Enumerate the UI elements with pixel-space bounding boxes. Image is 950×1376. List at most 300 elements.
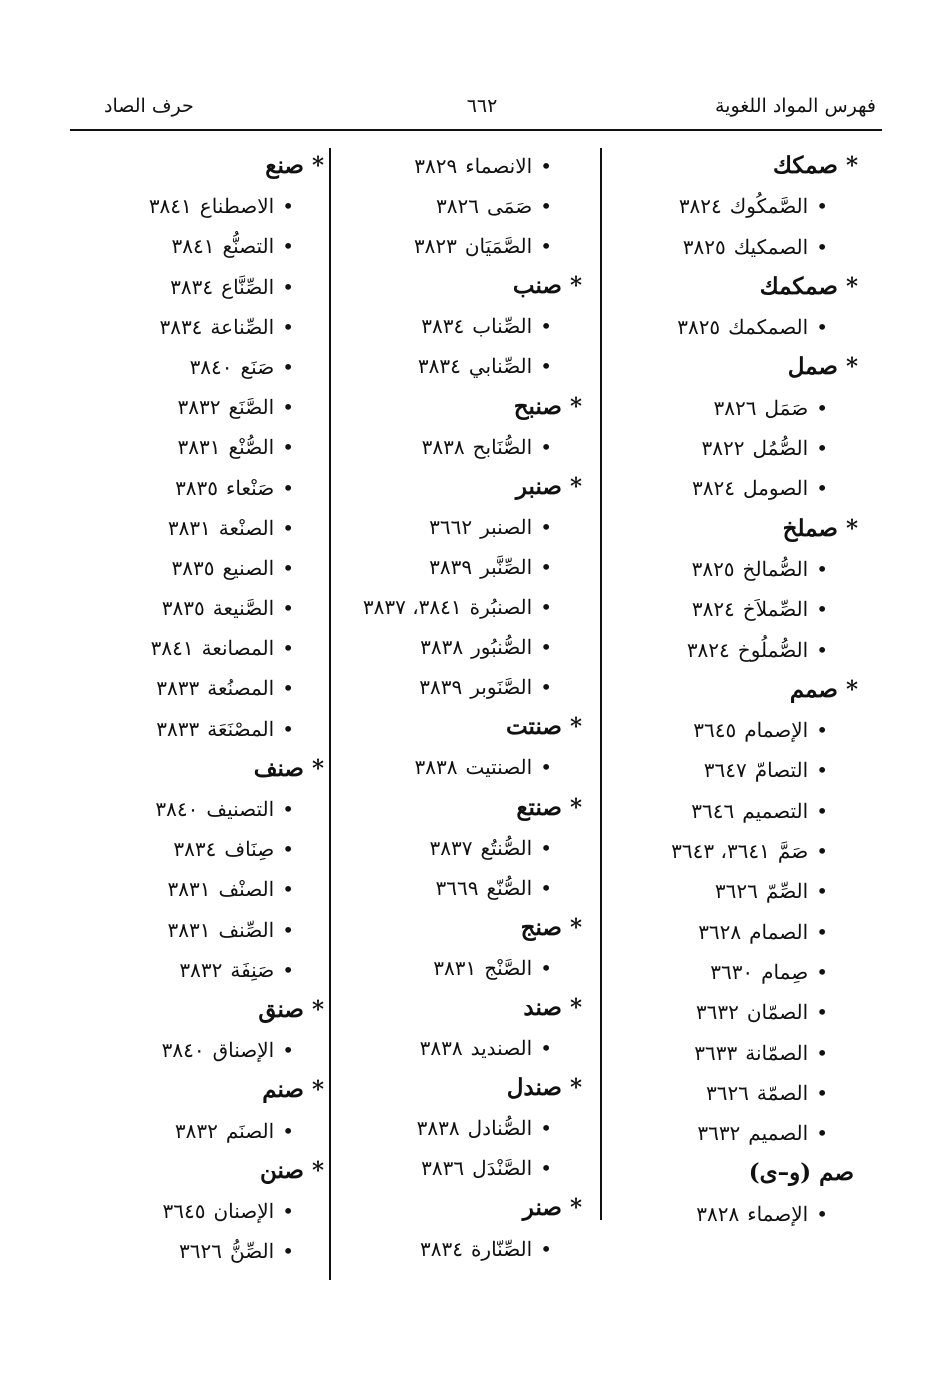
bullet-icon: • xyxy=(282,636,294,661)
index-entry xyxy=(598,1113,860,1153)
entry-word: الصمّانة xyxy=(745,1040,809,1065)
index-column-middle xyxy=(336,146,584,1269)
bullet-icon: • xyxy=(282,1038,294,1063)
entry-word: الصمكمك xyxy=(728,315,809,340)
column-divider-left xyxy=(329,148,331,1280)
bullet-icon: • xyxy=(282,234,294,259)
bullet-icon: • xyxy=(540,875,552,900)
entry-word: المصْنَعَة xyxy=(207,716,275,741)
entry-word: صَنَع xyxy=(240,354,275,379)
index-entry xyxy=(598,1194,860,1234)
entry-word: الصَّمَيَان xyxy=(464,234,533,259)
root-heading xyxy=(336,788,584,828)
bullet-icon: • xyxy=(816,718,828,743)
entry-references: ٣٨٣٩ xyxy=(429,554,473,579)
index-entry xyxy=(336,627,584,667)
index-entry xyxy=(598,1033,860,1073)
entry-references: ٣٨٣٤ xyxy=(419,1236,463,1261)
entry-word: الإصمام xyxy=(744,718,809,743)
entry-references: ٣٨٢٦ xyxy=(436,194,479,219)
asterisk-marker: * xyxy=(569,993,582,1021)
bullet-icon: • xyxy=(816,637,828,662)
root-heading xyxy=(70,1070,326,1110)
entry-references: ٣٦٤٧ xyxy=(703,758,747,783)
entry-references: ٣٨٣٤ xyxy=(173,837,217,862)
index-entry xyxy=(336,868,584,908)
entry-word: الإصناق xyxy=(212,1038,275,1063)
entry-word: الصنبر xyxy=(480,514,533,539)
index-entry xyxy=(70,186,326,226)
bullet-icon: • xyxy=(282,596,294,621)
index-entry xyxy=(336,667,584,707)
bullet-icon: • xyxy=(540,1116,552,1141)
entry-word: الصِّمّ xyxy=(765,879,809,904)
index-entry xyxy=(70,950,326,990)
asterisk-marker: * xyxy=(311,1076,324,1104)
root-heading xyxy=(336,467,584,507)
root-heading-text: صنب xyxy=(512,272,562,300)
entry-references: ٣٨٤٠ xyxy=(189,354,233,379)
bullet-icon: • xyxy=(540,314,552,339)
root-subheading xyxy=(598,1153,860,1193)
index-entry xyxy=(70,1030,326,1070)
entry-references: ٣٦٤٥ xyxy=(162,1198,206,1223)
entry-word: الصُّنتُع xyxy=(480,835,533,860)
index-entry xyxy=(70,1111,326,1151)
entry-word: الصميم xyxy=(748,1121,809,1146)
bullet-icon: • xyxy=(816,1080,828,1105)
root-heading-text: صنبر xyxy=(515,472,562,500)
index-entry xyxy=(70,588,326,628)
index-entry xyxy=(336,507,584,547)
root-heading-text: صمكمك xyxy=(759,272,838,300)
bullet-icon: • xyxy=(540,194,552,219)
entry-word: صَمَل xyxy=(764,395,809,420)
entry-references: ٣٨٣٤ xyxy=(170,274,214,299)
root-heading xyxy=(336,1188,584,1228)
entry-references: ٣٨٣٨ xyxy=(416,1116,460,1141)
entry-references: ٣٨٣٣ xyxy=(156,716,200,741)
entry-references: ٣٨٣١ xyxy=(177,435,221,460)
index-entry xyxy=(598,791,860,831)
entry-word: الصُّمُل xyxy=(752,436,809,461)
entry-references: ٣٨٣٨ xyxy=(420,635,464,660)
bullet-icon: • xyxy=(816,234,828,259)
index-entry xyxy=(598,912,860,952)
entry-word: الصُّمالخ xyxy=(742,556,809,581)
entry-word: الصَّنْج xyxy=(484,955,533,980)
root-heading-text: صندل xyxy=(506,1074,562,1102)
root-heading xyxy=(336,266,584,306)
index-entry xyxy=(70,347,326,387)
entry-references: ٣٨٤١، ٣٨٣٧ xyxy=(362,595,462,620)
bullet-icon: • xyxy=(540,234,552,259)
index-entry xyxy=(70,789,326,829)
entry-word: الانصماء xyxy=(465,154,533,178)
asterisk-marker: * xyxy=(569,472,582,500)
index-title: فهرس المواد اللغوية xyxy=(714,95,876,117)
entry-references: ٣٨٣٤ xyxy=(417,354,461,379)
entry-word: الصنيع xyxy=(222,555,275,580)
bullet-icon: • xyxy=(816,1121,828,1146)
index-entry xyxy=(598,871,860,911)
bullet-icon: • xyxy=(282,1118,294,1143)
section-title: حرف الصاد xyxy=(104,95,194,117)
root-heading-text: صنج xyxy=(520,913,562,941)
entry-references: ٣٨٢٤ xyxy=(691,597,735,622)
entry-references: ٣٨٤١ xyxy=(148,194,192,219)
entry-references: ٣٨٢٣ xyxy=(413,234,457,259)
bullet-icon: • xyxy=(816,1000,828,1025)
index-entry xyxy=(336,186,584,226)
entry-word: الصَّمكُوك xyxy=(729,194,809,219)
entry-references: ٣٨٤١ xyxy=(171,234,215,259)
entry-references: ٣٨٣٨ xyxy=(414,755,458,780)
index-entry xyxy=(598,388,860,428)
entry-word: الصنديد xyxy=(470,1036,533,1061)
entry-references: ٣٨٣٤ xyxy=(159,314,203,339)
root-heading-text: صنع xyxy=(265,152,304,179)
entry-references: ٣٦٢٦ xyxy=(705,1080,749,1105)
bullet-icon: • xyxy=(816,1201,828,1226)
entry-word: صَنِفَة xyxy=(230,957,275,982)
entry-word: الصُّنّع xyxy=(486,875,533,900)
entry-word: المصانعة xyxy=(201,636,275,661)
entry-references: ٣٦٣٣ xyxy=(694,1040,738,1065)
root-heading-text: صملخ xyxy=(782,514,838,542)
entry-references: ٣٦٦٩ xyxy=(435,875,479,900)
index-entry xyxy=(336,547,584,587)
index-entry xyxy=(598,307,860,347)
root-heading-text: صنف xyxy=(253,754,304,782)
bullet-icon: • xyxy=(282,475,294,500)
asterisk-marker: * xyxy=(845,514,858,542)
asterisk-marker: * xyxy=(311,754,324,782)
root-heading xyxy=(70,749,326,789)
entry-references: ٣٨٢٤ xyxy=(692,476,736,501)
index-entry xyxy=(70,829,326,869)
bullet-icon: • xyxy=(540,955,552,980)
entry-word: الاصطناع xyxy=(199,194,275,219)
entry-word: الصَّنْدَل xyxy=(472,1156,533,1181)
index-entry xyxy=(598,750,860,790)
bullet-icon: • xyxy=(816,839,828,864)
entry-word: الصَّنَع xyxy=(228,395,275,420)
entry-references: ٣٨٣٥ xyxy=(175,475,219,500)
root-subheading-text: صم (و–ى) xyxy=(748,1159,854,1187)
root-heading-text: صنر xyxy=(522,1194,562,1222)
index-entry xyxy=(598,952,860,992)
bullet-icon: • xyxy=(540,354,552,379)
root-heading xyxy=(598,347,860,387)
entry-word: الصُّنْع xyxy=(228,435,275,460)
entry-references: ٣٦٢٨ xyxy=(698,919,742,944)
asterisk-marker: * xyxy=(569,913,582,941)
index-entry xyxy=(70,427,326,467)
entry-word: الصُّنادل xyxy=(467,1116,533,1141)
asterisk-marker: * xyxy=(311,152,324,179)
bullet-icon: • xyxy=(816,315,828,340)
bullet-icon: • xyxy=(816,395,828,420)
index-entry xyxy=(70,548,326,588)
entry-word: الصِّنَّاع xyxy=(221,274,275,299)
entry-word: صَنْعاء xyxy=(226,475,275,500)
bullet-icon: • xyxy=(816,476,828,501)
root-heading-text: صمكك xyxy=(773,152,838,179)
entry-references: ٣٨٣٣ xyxy=(156,676,200,701)
bullet-icon: • xyxy=(282,676,294,701)
index-entry xyxy=(70,226,326,266)
bullet-icon: • xyxy=(540,434,552,459)
entry-word: الصُّنَابح xyxy=(472,434,533,459)
entry-word: الصَّنَوبر xyxy=(470,675,533,700)
index-entry xyxy=(70,910,326,950)
entry-references: ٣٨٢٦ xyxy=(713,395,757,420)
entry-references: ٣٦٤٥ xyxy=(693,718,737,743)
index-entry xyxy=(336,1028,584,1068)
index-column-left xyxy=(70,146,326,1271)
entry-references: ٣٨٣٨ xyxy=(421,434,465,459)
entry-references: ٣٨٢٨ xyxy=(696,1201,740,1226)
index-entry xyxy=(70,709,326,749)
entry-references: ٣٦٤٦ xyxy=(691,798,735,823)
index-entry xyxy=(598,1073,860,1113)
entry-references: ٣٨٣٩ xyxy=(419,675,463,700)
index-entry xyxy=(336,427,584,467)
entry-word: الصمام xyxy=(749,919,809,944)
entry-word: الصنَم xyxy=(225,1118,275,1143)
root-heading-text: صنتت xyxy=(505,713,562,741)
entry-references: ٣٨٢٥ xyxy=(682,234,726,259)
bullet-icon: • xyxy=(816,959,828,984)
index-entry xyxy=(70,668,326,708)
bullet-icon: • xyxy=(540,1036,552,1061)
entry-word: الإصنان xyxy=(213,1198,275,1223)
bullet-icon: • xyxy=(282,314,294,339)
bullet-icon: • xyxy=(816,919,828,944)
asterisk-marker: * xyxy=(569,392,582,420)
bullet-icon: • xyxy=(540,595,552,620)
asterisk-marker: * xyxy=(845,272,858,300)
index-entry xyxy=(70,628,326,668)
bullet-icon: • xyxy=(282,435,294,460)
entry-references: ٣٨٢٤ xyxy=(686,637,730,662)
index-entry xyxy=(70,508,326,548)
entry-references: ٣٨٣٥ xyxy=(171,555,215,580)
index-entry xyxy=(336,747,584,787)
entry-references: ٣٨٣١ xyxy=(167,917,211,942)
entry-word: الإصماء xyxy=(747,1201,809,1226)
entry-word: المصنُعة xyxy=(207,676,275,701)
entry-references: ٣٨٣١ xyxy=(167,877,211,902)
index-entry xyxy=(598,428,860,468)
bullet-icon: • xyxy=(282,837,294,862)
entry-references: ٣٨٣٦ xyxy=(421,1156,465,1181)
bullet-icon: • xyxy=(816,1040,828,1065)
index-entry xyxy=(598,468,860,508)
entry-word: صِمام xyxy=(761,959,809,984)
root-heading xyxy=(598,267,860,307)
entry-word: التصنُّع xyxy=(222,234,275,259)
root-heading xyxy=(70,1151,326,1191)
entry-word: الصُّملُوخ xyxy=(737,637,809,662)
entry-references: ٣٨٣٨ xyxy=(419,1036,463,1061)
entry-word: صِنَاف xyxy=(224,837,275,862)
index-entry xyxy=(598,630,860,670)
root-heading xyxy=(336,707,584,747)
entry-references: ٣٨٤٠ xyxy=(161,1038,205,1063)
bullet-icon: • xyxy=(540,1156,552,1181)
bullet-icon: • xyxy=(282,917,294,942)
entry-word: الصنبُرة xyxy=(469,595,533,620)
entry-references: ٣٦٣٠ xyxy=(710,959,754,984)
entry-references: ٣٨٢٥ xyxy=(691,556,735,581)
bullet-icon: • xyxy=(282,194,294,219)
entry-references: ٣٨٣٧ xyxy=(429,835,473,860)
root-heading xyxy=(336,908,584,948)
page-number: ٦٦٢ xyxy=(466,95,498,117)
entry-references: ٣٨٤٠ xyxy=(155,797,199,821)
root-heading-text: صنم xyxy=(262,1076,304,1104)
root-heading-text: صمل xyxy=(787,353,838,381)
root-heading xyxy=(336,387,584,427)
bullet-icon: • xyxy=(540,1236,552,1261)
index-column-right xyxy=(598,146,860,1234)
bullet-icon: • xyxy=(282,395,294,420)
asterisk-marker: * xyxy=(569,713,582,741)
entry-word: التصنيف xyxy=(206,797,275,821)
entry-references: ٣٨٢٢ xyxy=(701,436,745,461)
entry-word: الصنْف xyxy=(218,877,275,902)
root-heading-text: صنبح xyxy=(513,392,562,420)
entry-word: الصِّنّارة xyxy=(470,1236,533,1261)
asterisk-marker: * xyxy=(569,1074,582,1102)
entry-references: ٣٦٤١، ٣٦٤٣ xyxy=(671,839,770,864)
bullet-icon: • xyxy=(540,514,552,539)
entry-references: ٣٦٣٢ xyxy=(697,1121,741,1146)
bullet-icon: • xyxy=(816,194,828,219)
root-heading-text: صنن xyxy=(259,1156,304,1184)
bullet-icon: • xyxy=(816,879,828,904)
root-heading-text: صنتع xyxy=(516,793,562,821)
index-entry xyxy=(70,1191,326,1231)
root-heading-text: صنق xyxy=(258,995,304,1023)
index-entry xyxy=(336,226,584,266)
entry-word: الصِّناعة xyxy=(210,314,275,339)
asterisk-marker: * xyxy=(569,1194,582,1222)
asterisk-marker: * xyxy=(845,675,858,703)
entry-word: الصِّناب xyxy=(472,314,533,339)
asterisk-marker: * xyxy=(311,995,324,1023)
entry-word: الصنتيت xyxy=(465,755,533,780)
bullet-icon: • xyxy=(282,877,294,902)
index-entry xyxy=(336,1229,584,1269)
bullet-icon: • xyxy=(540,675,552,700)
bullet-icon: • xyxy=(816,758,828,783)
entry-word: الصِّنُّ xyxy=(229,1239,275,1264)
bullet-icon: • xyxy=(816,597,828,622)
bullet-icon: • xyxy=(816,798,828,823)
entry-word: الصِّنَّبر xyxy=(480,554,533,579)
bullet-icon: • xyxy=(282,1239,294,1264)
entry-references: ٣٨٢٩ xyxy=(414,154,458,178)
index-entry xyxy=(70,468,326,508)
asterisk-marker: * xyxy=(845,353,858,381)
entry-references: ٣٦٦٢ xyxy=(429,514,473,539)
entry-word: صَمَّ xyxy=(777,839,809,864)
index-entry xyxy=(598,186,860,226)
bullet-icon: • xyxy=(540,635,552,660)
bullet-icon: • xyxy=(540,154,552,178)
bullet-icon: • xyxy=(282,1198,294,1223)
index-entry xyxy=(70,869,326,909)
entry-references: ٣٨٣٢ xyxy=(179,957,223,982)
entry-references: ٣٨٣١ xyxy=(433,955,477,980)
index-entry xyxy=(336,587,584,627)
index-entry xyxy=(336,306,584,346)
asterisk-marker: * xyxy=(569,793,582,821)
root-heading xyxy=(70,990,326,1030)
index-entry xyxy=(598,831,860,871)
root-heading-text: صمم xyxy=(789,675,838,703)
entry-references: ٣٨٣٥ xyxy=(161,596,205,621)
entry-word: صَمَى xyxy=(486,194,533,219)
index-entry xyxy=(336,346,584,386)
entry-references: ٣٦٣٢ xyxy=(695,1000,739,1025)
entry-references: ٣٨٣٢ xyxy=(177,395,221,420)
bullet-icon: • xyxy=(282,515,294,540)
root-heading xyxy=(598,670,860,710)
bullet-icon: • xyxy=(282,957,294,982)
entry-word: التصميم xyxy=(742,798,809,823)
index-entry xyxy=(336,1148,584,1188)
bullet-icon: • xyxy=(816,436,828,461)
entry-word: الصمّان xyxy=(746,1000,809,1025)
root-heading xyxy=(598,146,860,186)
index-entry xyxy=(598,227,860,267)
index-entry xyxy=(70,387,326,427)
root-heading-text: صند xyxy=(523,993,562,1021)
entry-references: ٣٨٣٢ xyxy=(174,1118,218,1143)
root-heading xyxy=(70,146,326,186)
entry-word: الصنْعة xyxy=(218,515,275,540)
asterisk-marker: * xyxy=(569,272,582,300)
index-entry xyxy=(336,948,584,988)
page-header xyxy=(70,95,882,131)
entry-references: ٣٨٣١ xyxy=(167,515,211,540)
entry-references: ٣٦٢٦ xyxy=(179,1239,222,1264)
entry-word: التصامّ xyxy=(754,758,809,783)
root-heading xyxy=(336,988,584,1028)
entry-word: الصِّنابي xyxy=(468,354,533,379)
root-heading xyxy=(598,509,860,549)
index-entry xyxy=(336,828,584,868)
entry-word: الصِّنف xyxy=(218,917,275,942)
entry-references: ٣٨٤١ xyxy=(150,636,194,661)
index-entry xyxy=(598,589,860,629)
index-entry xyxy=(598,710,860,750)
entry-references: ٣٨٢٤ xyxy=(678,194,722,219)
bullet-icon: • xyxy=(816,556,828,581)
bullet-icon: • xyxy=(540,755,552,780)
entry-references: ٣٨٣٤ xyxy=(421,314,465,339)
index-entry xyxy=(336,1108,584,1148)
entry-word: الصومل xyxy=(743,476,809,501)
entry-word: الصُّنبُور xyxy=(471,635,533,660)
entry-references: ٣٦٢٦ xyxy=(714,879,758,904)
asterisk-marker: * xyxy=(311,1156,324,1184)
entry-word: الصمكيك xyxy=(733,234,809,259)
